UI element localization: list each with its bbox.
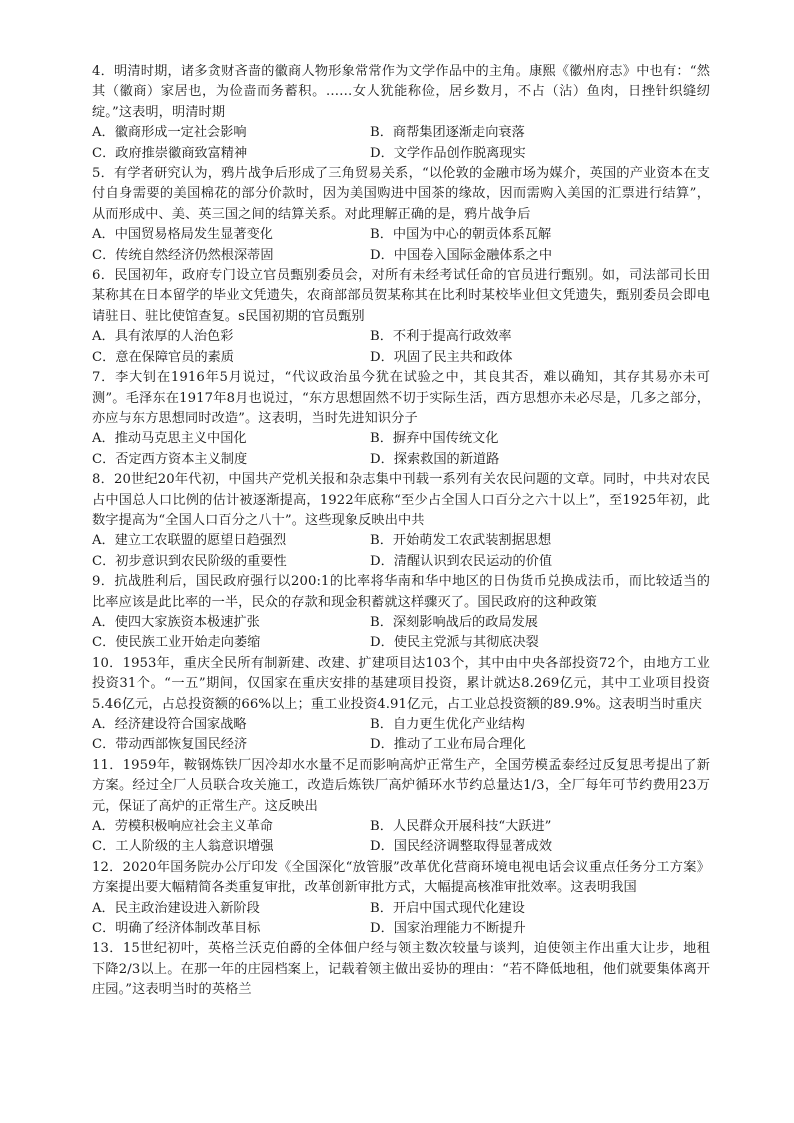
option-c: C．使民族工业开始走向萎缩 — [92, 635, 261, 651]
options-grid — [92, 613, 710, 654]
option-b: B．深刻影响战后的政局发展 — [370, 614, 538, 630]
option-d: D．推动了工业布局合理化 — [370, 737, 526, 753]
options-grid — [92, 429, 710, 470]
option-c: C．否定西方资本主义制度 — [92, 451, 248, 467]
question-stem: 9．抗战胜利后，国民政府强行以200:1的比率将华南和华中地区的日伪货币兑换成法币，而比较适当的比率应该是此比率的一半，民众的存款和现金积蓄就这样骤灭了。国民政府的这种政策 — [92, 574, 710, 610]
question-4 — [92, 62, 710, 164]
options-grid — [92, 899, 710, 940]
question-5 — [92, 164, 710, 266]
option-c: C．带动西部恢复国民经济 — [92, 737, 248, 753]
question-stem: 10．1953年，重庆全民所有制新建、改建、扩建项目达103个，其中由中央各部投资72个，由地方工业投资31个。“一五”期间，仅国家在重庆安排的基建项目投资，累计就达8.269亿元，其中工业项目投资5.46亿元，占总投资额的66%以上；重工业投资4.91亿元，占工业总投资额的89.9%。这表明当时重庆 — [92, 655, 710, 712]
question-stem: 11．1959年，鞍钢炼铁厂因冷却水水量不足而影响高炉正常生产，全国劳模孟泰经过反复思考提出了新方案。经过全厂人员联合攻关施工，改造后炼铁厂高炉循环水节约总量达1/3，全厂每年可节约费用23万元，保证了高炉的正常生产。这反映出 — [92, 757, 710, 814]
option-c: C．明确了经济体制改革目标 — [92, 921, 261, 937]
option-d: D．清醒认识到农民运动的价值 — [370, 553, 553, 569]
option-b: B．人民群众开展科技“大跃进” — [370, 819, 552, 835]
option-a: A．建立工农联盟的愿望日趋强烈 — [92, 533, 287, 549]
option-d: D．巩固了民主共和政体 — [370, 349, 513, 365]
option-d: D．文学作品创作脱离现实 — [370, 145, 526, 161]
option-c: C．传统自然经济仍然根深蒂固 — [92, 247, 274, 263]
option-b: B．开始萌发工农武装割据思想 — [370, 533, 552, 549]
option-b: B．不利于提高行政效率 — [370, 329, 512, 345]
question-stem: 7．李大钊在1916年5月说过，“代议政治虽今犹在试验之中，其良其否，难以确知，其存其易亦未可测”。毛泽东在1917年8月也说过，“东方思想固然不切于实际生活，西方思想亦未必尽是，几多之部分，亦应与东方思想同时改造”。这表明，当时先进知识分子 — [92, 370, 710, 426]
question-6 — [92, 266, 710, 368]
options-grid — [92, 123, 710, 164]
option-a: A．具有浓厚的人治色彩 — [92, 329, 234, 345]
option-a: A．推动马克思主义中国化 — [92, 431, 247, 447]
option-d: D．国家治理能力不断提升 — [370, 921, 526, 937]
option-d: D．国民经济调整取得显著成效 — [370, 839, 553, 855]
option-c: C．工人阶级的主人翁意识增强 — [92, 839, 274, 855]
question-stem: 13．15世纪初叶，英格兰沃克伯爵的全体佃户经与领主数次较量与谈判，迫使领主作出重大让步，地租下降2/3以上。在那一年的庄园档案上，记载着领主做出妥协的理由：“若不降低地租，他们就要集体离开庄园。”这表明当时的英格兰 — [92, 941, 710, 998]
option-a: A．经济建设符合国家战略 — [92, 717, 247, 732]
options-grid — [92, 817, 710, 858]
option-b: B．开启中国式现代化建设 — [370, 900, 525, 916]
option-d: D．探索救国的新道路 — [370, 451, 500, 467]
option-b: B．中国为中心的朝贡体系瓦解 — [370, 227, 552, 243]
option-a: A．使四大家族资本极速扩张 — [92, 614, 260, 630]
options-grid — [92, 715, 710, 756]
question-stem: 4．明清时期，诸多贪财吝啬的徽商人物形象常常作为文学作品中的主角。康熙《徽州府志》中也有：“然其（徽商）家居也，为俭啬而务蓄积。……女人犹能称俭，居乡数月，不占（沾）鱼肉，日挫针织缝纫绽。”这表明，明清时期 — [92, 64, 710, 120]
question-8 — [92, 470, 710, 572]
question-stem: 5．有学者研究认为，鸦片战争后形成了三角贸易关系，“以伦敦的金融市场为媒介，英国的产业资本在支付自身需要的美国棉花的部分价款时，因为美国购进中国茶的缘故，因而需购入美国的汇票进行结算”，从而形成中、美、英三国之间的结算关系。对此理解正确的是，鸦片战争后 — [92, 166, 710, 222]
option-c: C．政府推崇徽商致富精神 — [92, 145, 248, 161]
option-b: B．摒弃中国传统文化 — [370, 431, 499, 447]
option-d: D．使民主党派与其彻底决裂 — [370, 635, 539, 651]
exam-page — [92, 62, 710, 1001]
question-7 — [92, 368, 710, 470]
question-stem: 6．民国初年，政府专门设立官员甄别委员会，对所有未经考试任命的官员进行甄别。如，司法部司长田某称其在日本留学的毕业文凭遗失，农商部部员贺某称其在比利时某校毕业但文凭遗失，甄别委员会即电请驻日、驻比使馆查复。s民国初期的官员甄别 — [92, 268, 710, 324]
option-b: B．自力更生优化产业结构 — [370, 717, 525, 732]
option-c: C．初步意识到农民阶级的重要性 — [92, 553, 287, 569]
option-a: A．徽商形成一定社会影响 — [92, 125, 247, 141]
question-stem: 12．2020年国务院办公厅印发《全国深化“放管服”改革优化营商环境电视电话会议重点任务分工方案》方案提出要大幅精简各类重复审批，改革创新审批方式，大幅提高核准审批效率。这表明我国 — [92, 859, 710, 896]
question-10 — [92, 654, 710, 756]
option-a: A．民主政治建设进入新阶段 — [92, 900, 260, 916]
option-a: A．中国贸易格局发生显著变化 — [92, 227, 273, 243]
question-stem: 8．20世纪20年代初，中国共产党机关报和杂志集中刊载一系列有关农民问题的文章。同时，中共对农民占中国总人口比例的估计被逐渐提高，1922年底称“至少占全国人口百分之六十以上”，至1925年初，此数字提高为“全国人口百分之八十”。这些现象反映出中共 — [92, 472, 710, 528]
question-13 — [92, 939, 710, 1000]
question-11 — [92, 756, 710, 858]
options-grid — [92, 225, 710, 266]
option-c: C．意在保障官员的素质 — [92, 349, 234, 365]
options-grid — [92, 327, 710, 368]
option-d: D．中国卷入国际金融体系之中 — [370, 247, 553, 263]
options-grid — [92, 531, 710, 572]
option-b: B．商帮集团逐渐走向衰落 — [370, 125, 525, 141]
question-9 — [92, 572, 710, 654]
question-12 — [92, 858, 710, 940]
option-a: A．劳模积极响应社会主义革命 — [92, 819, 273, 835]
